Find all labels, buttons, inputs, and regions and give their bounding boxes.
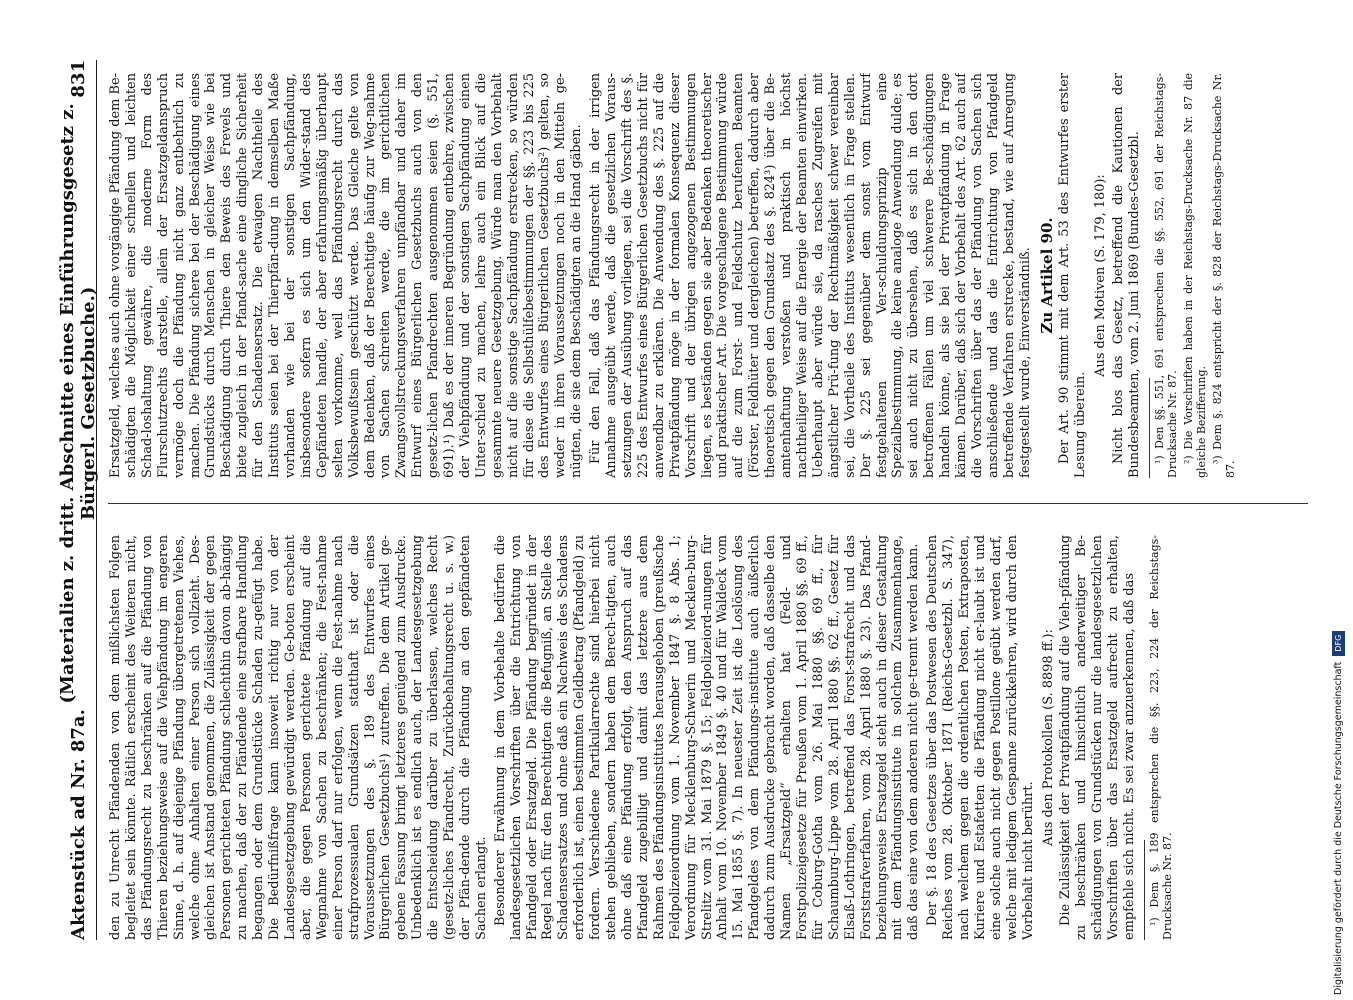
col2-paragraph-4: Nicht blos das Gesetz, betreffend die Kautionen der Bundesbeamten, vom 2. Juni 1869 (Bundes-Gesetzbl.: [1111, 73, 1143, 478]
running-header: [57, 60, 99, 940]
footnote-rule: [1149, 378, 1150, 478]
article-heading-title: Artikel 90.: [1037, 217, 1056, 307]
col1-paragraph-2: Besonderer Erwähnung in dem Vorbehalte bedürfen die landesgesetzlichen Vorschriften über die Entrichtung von Pfandgeld oder Ersatzgeld. Die Pfändung begründet in der Regel nach für den Berechtigten die Befugniß, an Stelle des Schadensersatzes und ohne daß ein Nachweis des Schadens erforderlich ist, einen bestimmten Geldbetrag (Pfandgeld) zu fordern. Verschiedene Partikularrechte sind hierbei nicht stehen geblieben, sondern haben dem Berech-tigten, auch ohne daß eine Pfändung erfolgt, den Anspruch auf das Pfandgeld zugebilligt und damit das letztere aus dem Rahmen des Pfändungsinstitutes herausgehoben (preußische Feldpolizeiordnung vom 1. November 1847 §. 8 Abs. 1; Verordnung für Mecklenburg-Schwerin und Mecklen-burg-Strelitz vom 31. Mai 1879 §. 15; Feldpolizeiord-nungen für Anhalt vom 10. November 1849 §. 40 und für Waldeck vom 15. Mai 1855 §. 7). In neuester Zeit ist die Loslösung des Pfandgeldes von dem Pfändungs-institute auch äußerlich dadurch zum Ausdrucke gebracht worden, daß dasselbe den Namen „Ersatzgeld“ erhalten hat (Feld- und Forstpolizeigesetze für Preußen vom 1. April 1880 §§. 69 ff., für Coburg-Gotha vom 26. Mai 1880 §§. 69 ff., für Schaumburg-Lippe vom 28. April 1880 §§. 62 ff., Gesetz für Elsaß-Lothringen, betreffend das Forst-strafrecht und das Forststrafverfahren, vom 28. April 1880 §. 23). Das Pfand- beziehungsweise Ersatzgeld steht auch in dieser Gestaltung mit dem Pfändungsinstitute in solchem Zusammenhange, daß das eine von dem anderen nicht ge-trennt werden kann.: [492, 535, 922, 940]
column-divider: [108, 503, 1308, 504]
col1-paragraph-1: den zu Unrecht Pfändenden von dem mißlichsten Folgen begleitet sein könnte. Rätlich erscheint des Weiteren nicht, das Pfändungsrecht zu beschränken auf die Pfändung von Thieren beziehungsweise auf die Viehpfändung im engeren Sinne, d. h. auf diejenige Pfändung übergetretenen Viehes, welche ohne Anhalten einer Person sich vollzieht. Des-gleichen ist Anstand genommen, die Zulässigkeit der gegen Personen gerichteten Pfändung schlechthin davon ab-hängig zu machen, daß der zu Pfändende eine strafbare Handlung begangen oder dem Grundstücke Schaden zu-gefügt habe. Die Bedürfnißfrage kann insoweit richtig nur von der Landesgesetzgebung gewürdigt werden. Ge-boten erscheint aber, die gegen Personen gerichtete Pfändung auf die Wegnahme von Sachen zu beschränken; die Fest-nahme einer Person darf nur erfolgen, wenn die Fest-nahme nach strafprozessualen Grundsätzen statthaft ist oder die Voraussetzungen des §. 189 des Entwurfes eines Bürgerlichen Gesetzbuchs¹) zutreffen. Die dem Artikel ge-gebene Fassung bringt letzteres genügend zum Ausdrucke. Unbedenklich ist es endlich auch, der Landesgesetzgebung die Entscheidung darüber zu überlassen, welches Recht (gesetz-liches Pfandrecht, Zurückbehaltungsrecht u. s. w.) der Pfän-dende durch die Pfändung an den gepfändeten Sachen erlangt.: [108, 535, 489, 940]
article-heading: [1037, 73, 1056, 478]
col1-paragraph-4: Die Zulässigkeit der Privatpfändung auf die Vieh-pfändung zu beschränken und hinsichtlich anderweitiger Be-schädigungen von Grundstücken nur die landesgesetzlichen Vorschriften über das Ersatzgeld aufrecht zu erhalten, empfehle sich nicht. Es sei zwar anzuerkennen, daß das: [1058, 535, 1138, 940]
col2-paragraph-2: Für den Fall, daß das Pfändungsrecht in der irrigen Annahme ausgeübt werde, daß die gesetzlichen Voraus-setzungen der Ausübung vorliegen, sei die Vorschrift des §. 225 des Entwurfes eines Bürgerlichen Gesetzbuchs nicht für anwendbar zu erklären. Die Anwendung des §. 225 auf die Privatpfändung möge in der formalen Konsequenz dieser Vorschrift und der übrigen angezogenen Bestimmungen liegen, es beständen gegen sie aber Bedenken theoretischer und praktischer Art. Die vorgeschlagene Bestimmung würde auf die zum Forst- und Feldschutz berufenen Beamten (Förster, Feldhüter und dergleichen) betreffen, dadurch aber theoretisch gegen den Grundsatz des §. 824³) über die Be-amtenhaftung verstoßen und praktisch in höchst nachtheiliger Weise auf die Energie der Beamten einwirken. Ueberhaupt aber würde sie, da rasches Zugreifen mit ängstlicher Prü-fung der Rechtmäßigkeit schwer vereinbar sei, die Vortheile des Instituts wesentlich in Frage stellen. Der §. 225 sei gegenüber dem sonst vom Entwurf festgehaltenen Ver-schuldungsprinzip eine Spezialbestimmung, die keine analoge Anwendung dulde; es sei auch nicht zu übersehen, daß es sich in den dort betroffenen Fällen um viel schwerere Be-schädigungen handeln könne, als sie bei der Privatpfändung in Frage kämen. Darüber, daß sich der Vorbehalt des Art. 62 auch auf die Vorschriften über das der Pfändung von Sachen sich anschließende und das die Entrichtung von Pfandgeld betreffende Verfahren erstrecke, bestand, wie auf Anregung festgestellt wurde, Einverständniß.: [588, 73, 1033, 478]
footnote-rule: [1144, 840, 1145, 940]
col2-footnote-2: ²) Die Vorschriften haben in der Reichstags-Drucksache Nr. 87 die gleiche Bezifferung.: [1182, 73, 1208, 478]
digitization-credit: [1330, 10, 1346, 995]
col2-footnote-3: ³) Dem §. 824 entspricht der §. 828 der Reichstags-Drucksache Nr. 87.: [1211, 73, 1237, 478]
article-heading-pre: Zu: [1037, 311, 1056, 334]
col1-paragraph-3: Der §. 18 des Gesetzes über das Postwesen des Deutschen Reiches vom 28. Oktober 1871 (Reichs-Gesetzbl. S. 347), nach welchem gegen die ordentlichen Posten, Extraposten, Kuriere und Estafetten die Pfändung nicht er-laubt ist und eine solche auch nicht gegen Postillone geübt werden darf, welche mit ledigem Gespanne zurückkehren, wird durch den Vorbehalt nicht berührt.: [925, 535, 1036, 940]
credit-text: Digitalisierung gefördert durch die Deutsche Forschungsgemeinschaft: [1332, 661, 1344, 995]
left-column: [108, 535, 1313, 940]
header-left: Aktenstück ad Nr. 87a.: [67, 709, 89, 940]
dfg-logo: DFG: [1332, 631, 1345, 656]
col2-paragraph-1: Ersatzgeld, welches auch ohne vorgängige Pfändung dem Be-schädigten die Möglichkeit einer schnellen und leichten Schad-loshaltung gewähre, die moderne Form des Flurschutzrechts darstelle, allein der Ersatzgeldanspruch vermöge doch die Pfändung nicht ganz entbehrlich zu machen. Die Pfändung sichere bei der Beschädigung eines Grundstücks durch Menschen in gleicher Weise wie bei Beschädigung durch Thiere den Beweis des Frevels und biete zugleich in der Pfand-sache eine dingliche Sicherheit für den Schadensersatz. Die etwaigen Nachtheile des Instituts seien bei der Thierpfän-dung in demselben Maße vorhanden wie bei der sonstigen Sachpfändung, insbesondere sofern es sich um den Wider-stand des Gepfändeten handle, der aber erfahrungsmäßig überhaupt selten vorkomme, weil das Pfändungsrecht durch das Volksbewußtsein geschützt werde. Das Gleiche gelte von dem Bedenken, daß der Berechtigte häufig zur Weg-nahme von Sachen schreiten werde, die im gerichtlichen Zwangsvollstreckungsverfahren unpfändbar und daher im Entwurf eines Bürgerlichen Gesetzbuchs auch von den gesetz-lichen Pfandrechten ausgenommen seien (§. 551, 691).¹) Daß es der inneren Begründung entbehre, zwischen der Viehpfändung und der sonstigen Sachpfändung einen Unter-schied zu machen, lehre auch ein Blick auf die gesammte neuere Gesetzgebung. Würde man den Vorbehalt nicht auf die sonstige Sachpfändung erstrecken, so würden für diese die Selbsthülfebestimmungen der §§. 223 bis 225 des Entwurfes eines Bürgerlichen Gesetzbuchs²) gelten, so weder in ihren Voraussetzungen noch in den Mitteln ge-nügten, die sie dem Beschädigten an die Hand gäben.: [108, 73, 585, 478]
motives-heading: Aus den Motiven (S. 179, 180):: [1093, 174, 1109, 377]
protocols-heading: Aus den Protokollen (S. 8898 ff.):: [1040, 629, 1056, 846]
col2-paragraph-3: Der Art. 90 stimmt mit dem Art. 53 des Entwurfes erster Lesung überein.: [1057, 73, 1089, 478]
header-center: (Materialien z. dritt. Abschnitte eines Einführungsgesetz z. Bürgerl. Gesetzbuche.): [57, 103, 99, 704]
col2-footnote-1: ¹) Den §§. 551, 691 entsprechen die §§. 552, 691 der Reichstags-Drucksache Nr. 87.: [1153, 73, 1179, 478]
page-number: 831: [67, 60, 89, 98]
rotated-content: [57, 60, 1330, 940]
col1-footnote: ¹) Dem §. 189 entsprechen die §§. 223, 224 der Reichstags-Drucksache Nr. 87.: [1148, 535, 1174, 940]
right-column: [108, 73, 1313, 478]
